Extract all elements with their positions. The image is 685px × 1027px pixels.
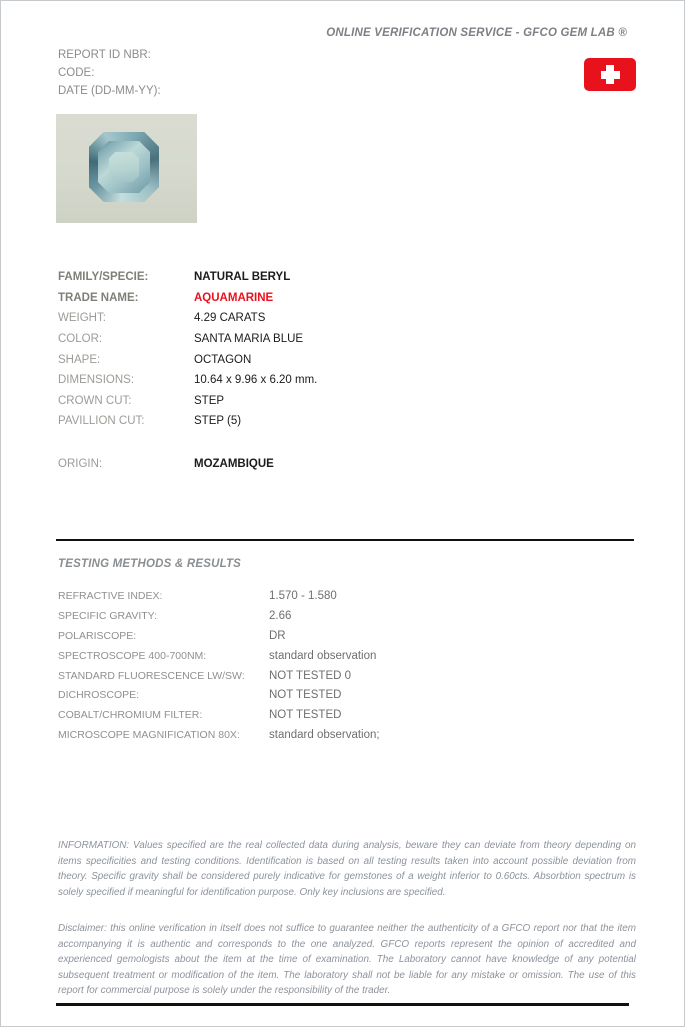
color-value: SANTA MARIA BLUE (194, 333, 304, 346)
swiss-flag-icon (584, 58, 636, 91)
date-label: DATE (DD-MM-YY): (58, 85, 161, 97)
microscope-label: MICROSCOPE MAGNIFICATION 80X: (58, 729, 240, 742)
color-label: COLOR: (58, 333, 103, 346)
cobalt-filter-value: NOT TESTED (269, 709, 342, 722)
crown-cut-value: STEP (194, 394, 225, 407)
testing-row-polariscope (58, 626, 618, 646)
dichroscope-label: DICHROSCOPE: (58, 689, 140, 702)
dimensions-value: 10.64 x 9.96 x 6.20 mm. (194, 374, 318, 387)
testing-row-dichroscope (58, 685, 618, 705)
detail-row-color (58, 329, 598, 350)
testing-row-cobalt-filter (58, 705, 618, 725)
specific-gravity-value: 2.66 (269, 609, 292, 622)
report-meta-block (58, 46, 161, 100)
fluorescence-value: NOT TESTED 0 (269, 669, 352, 682)
crown-cut-label: CROWN CUT: (58, 394, 132, 407)
spectroscope-label: SPECTROSCOPE 400-700NM: (58, 649, 207, 662)
trade-name-label: TRADE NAME: (58, 291, 139, 304)
testing-results-list (58, 586, 618, 745)
detail-row-dimensions (58, 370, 598, 391)
testing-row-spectroscope (58, 646, 618, 666)
detail-row-family (58, 267, 598, 288)
microscope-value: standard observation; (269, 729, 380, 742)
spectroscope-value: standard observation (269, 649, 377, 662)
information-paragraph: INFORMATION: Values specified are the real collected data during analysis, beware they can deviate from theory depending on items specificities and testing conditions. Identification is based on all testing results taken into account possible deviation from theory. Specific gravity shall be considered purely indicative for gemstones of a weight inferior to 0.60cts. Absorbtion spectrum is solely specified if meaningful for identification purpose. Only key inclusions are specified. (58, 840, 636, 898)
origin-value: MOZAMBIQUE (194, 458, 274, 471)
trade-name-value: AQUAMARINE (194, 291, 274, 304)
footer-divider (56, 1003, 629, 1006)
code-label: CODE: (58, 67, 95, 79)
dimensions-label: DIMENSIONS: (58, 374, 135, 387)
testing-row-fluorescence (58, 666, 618, 686)
section-divider (56, 539, 634, 541)
refractive-index-value: 1.570 - 1.580 (269, 589, 337, 602)
disclaimer-paragraph: Disclaimer: this online verification in itself does not suffice to guarantee neither the authenticity of a GFCO report nor that the item accompanying it is authentic and corresponds to the one analyzed. GFCO reports represent the opinion of accredited and experienced gemologists about the item at the time of examination. The Laboratory cannot have knowledge of any potential subsequent treatment or modification of the item. The laboratory shall not be liable for any mistake or omission. The use of this report for commercial purpose is solely under the responsibility of the trader. (58, 923, 636, 996)
gemstone-table-facet (109, 152, 139, 182)
specific-gravity-label: SPECIFIC GRAVITY: (58, 609, 157, 622)
shape-label: SHAPE: (58, 353, 101, 366)
family-label: FAMILY/SPECIE: (58, 271, 149, 284)
detail-row-pavillion-cut (58, 411, 598, 432)
detail-row-crown-cut (58, 391, 598, 412)
testing-row-refractive-index (58, 586, 618, 606)
detail-row-trade-name (58, 288, 598, 309)
service-title: ONLINE VERIFICATION SERVICE - GFCO GEM LAB ® (326, 27, 627, 39)
shape-value: OCTAGON (194, 353, 252, 366)
dichroscope-value: NOT TESTED (269, 689, 342, 702)
pavillion-cut-label: PAVILLION CUT: (58, 415, 145, 428)
detail-row-weight (58, 308, 598, 329)
gemstone-octagon (89, 132, 159, 202)
weight-label: WEIGHT: (58, 312, 106, 325)
report-id-label: REPORT ID NBR: (58, 49, 151, 61)
gemstone-photo (56, 114, 197, 223)
pavillion-cut-value: STEP (5) (194, 415, 242, 428)
origin-label: ORIGIN: (58, 458, 103, 471)
detail-row-origin (58, 454, 274, 475)
swiss-cross-horizontal (601, 71, 620, 79)
weight-value: 4.29 CARATS (194, 312, 266, 325)
testing-row-specific-gravity (58, 606, 618, 626)
testing-row-microscope (58, 725, 618, 745)
refractive-index-label: REFRACTIVE INDEX: (58, 589, 163, 602)
gemstone-crown-facets (98, 141, 150, 193)
polariscope-label: POLARISCOPE: (58, 629, 137, 642)
family-value: NATURAL BERYL (194, 271, 291, 284)
polariscope-value: DR (269, 629, 286, 642)
detail-row-shape (58, 349, 598, 370)
testing-section-title: TESTING METHODS & RESULTS (58, 558, 242, 570)
gem-details-list (58, 267, 598, 432)
fluorescence-label: STANDARD FLUORESCENCE LW/SW: (58, 669, 245, 682)
cobalt-filter-label: COBALT/CHROMIUM FILTER: (58, 709, 203, 722)
